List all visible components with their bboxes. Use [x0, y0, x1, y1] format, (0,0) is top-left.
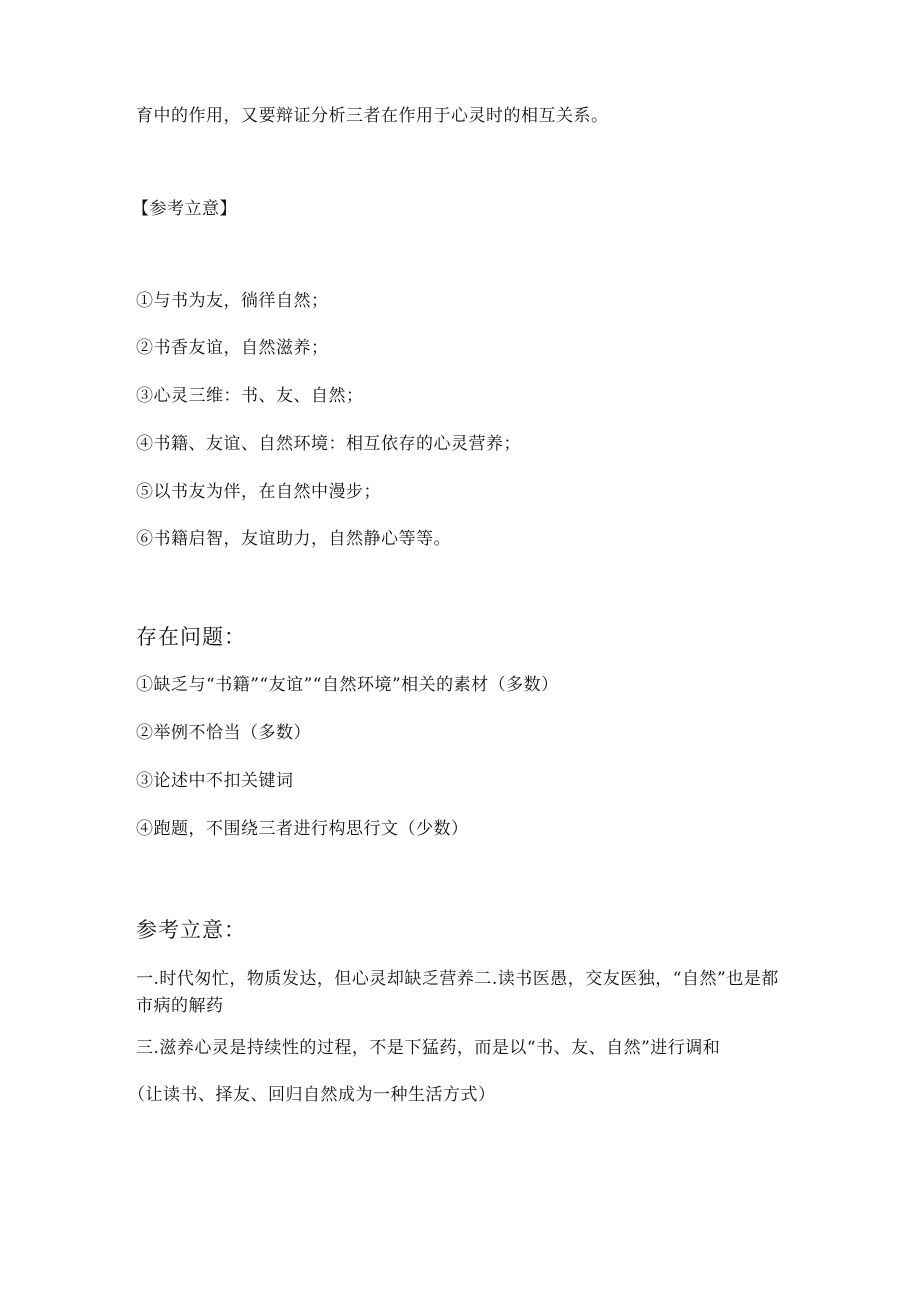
problem-item-4: ④跑题，不围绕三者进行构思行文（少数） — [136, 819, 469, 839]
problems-heading: 存在问题： — [136, 625, 246, 649]
reference-idea-2-item-3: （让读书、择友、回归自然成为一种生活方式） — [128, 1085, 496, 1105]
intro-continuation-text: 育中的作用，又要辩证分析三者在作用于心灵时的相互关系。 — [136, 106, 609, 126]
reference-ideas-2-heading: 参考立意： — [136, 918, 246, 942]
reference-idea-2-item-2: 三.滋养心灵是持续性的过程，不是下猛药，而是以“书、友、自然”进行调和 — [136, 1038, 721, 1058]
problem-item-3: ③论述中不扣关键词 — [136, 771, 294, 791]
reference-idea-item-6: ⑥书籍启智，友谊助力，自然静心等等。 — [136, 529, 451, 549]
reference-idea-item-3: ③心灵三维：书、友、自然； — [136, 386, 364, 406]
problem-item-2: ②举例不恰当（多数） — [136, 723, 311, 743]
reference-ideas-heading: 【参考立意】 — [132, 199, 237, 219]
reference-idea-item-4: ④书籍、友谊、自然环境：相互依存的心灵营养； — [136, 434, 521, 454]
problem-item-1: ①缺乏与“书籍”“友谊”“自然环境”相关的素材（多数） — [136, 675, 559, 695]
reference-idea-item-2: ②书香友谊，自然滋养； — [136, 338, 329, 358]
reference-idea-item-5: ⑤以书友为伴，在自然中漫步； — [136, 482, 381, 502]
reference-idea-2-item-1: 一.时代匆忙，物质发达，但心灵却缺乏营养二.读书医愚，交友医独，“自然”也是都市病的解药 — [136, 969, 779, 1016]
reference-idea-item-1: ①与书为友，徜徉自然； — [136, 291, 329, 311]
